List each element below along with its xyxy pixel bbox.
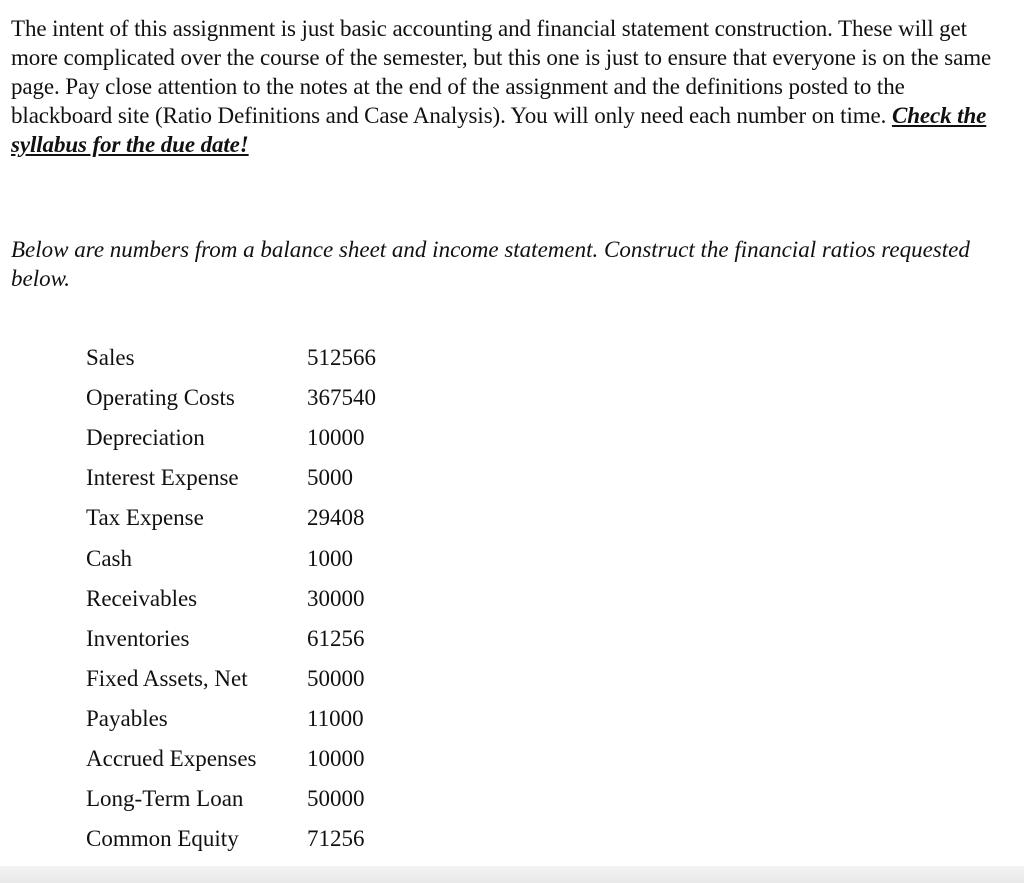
item-value: 50000 — [307, 786, 365, 812]
item-label: Sales — [86, 345, 135, 371]
item-value: 1000 — [307, 545, 353, 571]
item-label: Depreciation — [86, 425, 205, 451]
item-value: 512566 — [307, 345, 376, 371]
item-label: Receivables — [86, 585, 198, 611]
table-row — [86, 338, 427, 378]
item-label: Long-Term Loan — [86, 786, 244, 812]
table-row — [86, 819, 427, 859]
item-label: Cash — [86, 545, 132, 571]
item-label: Interest Expense — [86, 465, 239, 491]
item-value: 5000 — [307, 465, 353, 491]
table-row — [86, 779, 427, 819]
item-label: Operating Costs — [86, 385, 235, 411]
item-value: 11000 — [307, 705, 364, 731]
financial-data-table — [86, 338, 427, 859]
item-value: 367540 — [307, 385, 376, 411]
bottom-scroll-band — [0, 866, 1024, 883]
item-value: 30000 — [307, 585, 365, 611]
intro-text: The intent of this assignment is just basic accounting and financial statement construction. These will get more complicated over the course of the semester, but this one is just to ensure that everyone is on the same page. Pay close attention to the notes at the end of the assignment and the definitions posted to the blackboard site (Ratio Definitions and Case Analysis). You will only need each number on time. — [11, 16, 992, 128]
table-row — [86, 538, 427, 578]
table-row — [86, 418, 427, 458]
item-value: 10000 — [307, 425, 365, 451]
item-label: Fixed Assets, Net — [86, 665, 248, 691]
table-row — [86, 699, 427, 739]
item-label: Common Equity — [86, 826, 239, 852]
table-row — [86, 378, 427, 418]
item-value: 71256 — [307, 826, 365, 852]
item-value: 50000 — [307, 665, 365, 691]
item-value: 10000 — [307, 745, 365, 771]
intro-paragraph — [11, 14, 1011, 159]
table-row — [86, 659, 427, 699]
due-date-note: Check the syllabus for the due date! — [11, 103, 987, 157]
table-row — [86, 619, 427, 659]
instruction-paragraph: Below are numbers from a balance sheet and income statement. Construct the financial ratios requested below. — [11, 237, 970, 291]
item-label: Tax Expense — [86, 505, 204, 531]
item-value: 29408 — [307, 505, 365, 531]
table-row — [86, 498, 427, 538]
item-label: Payables — [86, 705, 168, 731]
table-row — [86, 739, 427, 779]
item-label: Inventories — [86, 625, 190, 651]
table-row — [86, 579, 427, 619]
table-row — [86, 458, 427, 498]
item-value: 61256 — [307, 625, 365, 651]
item-label: Accrued Expenses — [86, 745, 257, 771]
